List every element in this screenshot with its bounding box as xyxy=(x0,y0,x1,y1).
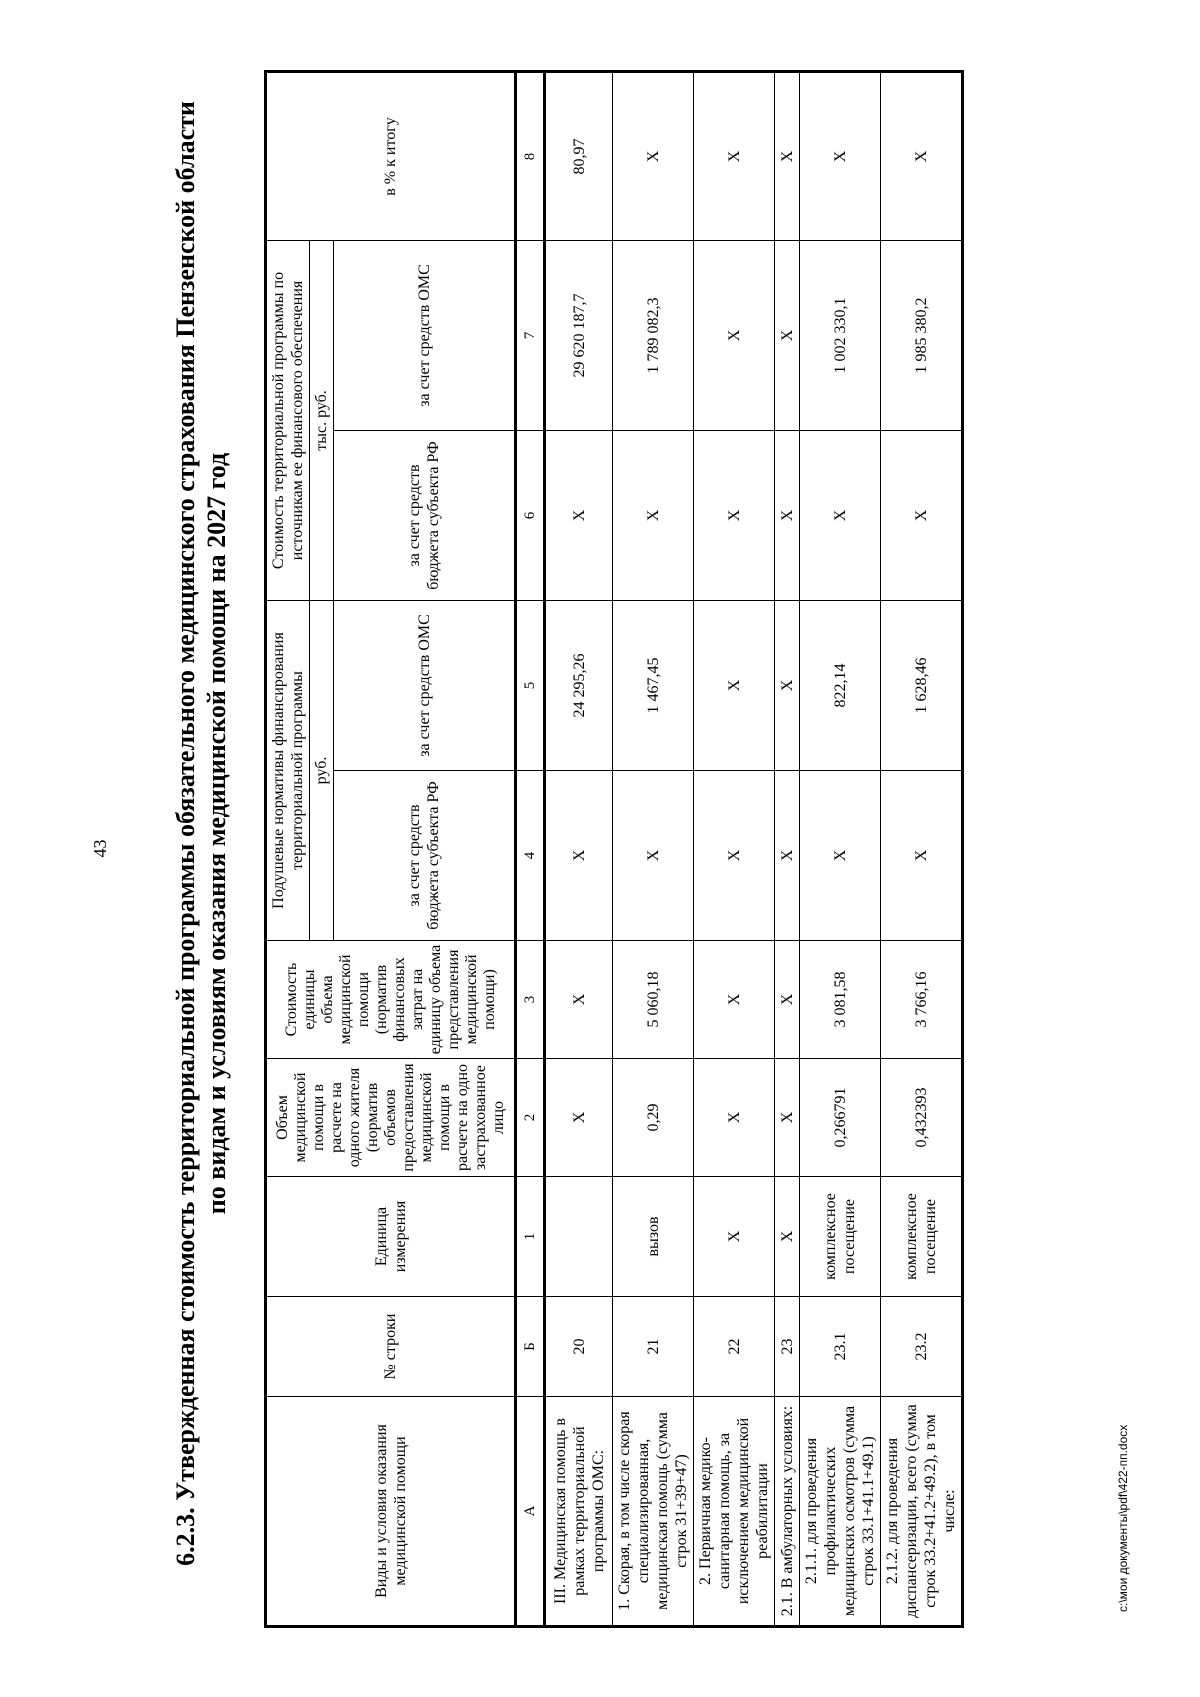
row-number: 22 xyxy=(694,1297,775,1397)
row-kind: III. Медицинская помощь в рамках территориальной программы ОМС: xyxy=(545,1397,613,1627)
row-budget-total: X xyxy=(545,430,613,600)
table-row xyxy=(694,71,775,1626)
column-number: 8 xyxy=(516,71,545,240)
header-volume: Объем медицинской помощи в расчете на одного жителя (норматив объемов предоставления медицинской помощи в расчете на одно застрахованное лицо xyxy=(266,1059,516,1177)
row-budget-per-capita: X xyxy=(775,771,800,941)
row-kind: 1. Скорая, в том числе скорая специализированная, медицинская помощь (сумма строк 31+39+47) xyxy=(613,1397,694,1627)
row-volume: 0,432393 xyxy=(881,1059,963,1177)
header-unit: Единица измерения xyxy=(266,1177,516,1297)
row-volume: 0,266791 xyxy=(800,1059,881,1177)
row-budget-total: X xyxy=(881,430,963,600)
row-oms-per-capita: 24 295,26 xyxy=(545,600,613,770)
row-oms-per-capita: 1 628,46 xyxy=(881,600,963,770)
row-number: 23.2 xyxy=(881,1297,963,1397)
row-cost-unit: X xyxy=(694,941,775,1059)
row-volume: X xyxy=(775,1059,800,1177)
header-total-unit: тыс. руб. xyxy=(310,240,334,600)
column-number: 3 xyxy=(516,941,545,1059)
row-oms-total: X xyxy=(775,240,800,430)
row-oms-per-capita: 822,14 xyxy=(800,600,881,770)
row-budget-total: X xyxy=(800,430,881,600)
header-budget-per-capita: за счет средств бюджета субъекта РФ xyxy=(334,771,516,941)
row-budget-total: X xyxy=(775,430,800,600)
column-number: 4 xyxy=(516,771,545,941)
header-cost-unit: Стоимость единицы объема медицинской помощи (норматив финансовых затрат на единицу объема представления медицинской помощи) xyxy=(266,941,516,1059)
table-row xyxy=(800,71,881,1626)
table-row xyxy=(881,71,963,1626)
row-kind: 2.1. В амбулаторных условиях: xyxy=(775,1397,800,1627)
row-oms-per-capita: 1 467,45 xyxy=(613,600,694,770)
row-number: 23 xyxy=(775,1297,800,1397)
row-pct: X xyxy=(881,71,963,240)
row-budget-per-capita: X xyxy=(800,771,881,941)
column-number: 6 xyxy=(516,430,545,600)
row-number: 23.1 xyxy=(800,1297,881,1397)
row-cost-unit: X xyxy=(545,941,613,1059)
row-oms-total: 29 620 187,7 xyxy=(545,240,613,430)
table-row xyxy=(775,71,800,1626)
column-number: А xyxy=(516,1397,545,1627)
row-volume: 0,29 xyxy=(613,1059,694,1177)
row-pct: X xyxy=(800,71,881,240)
header-pct: в % к итогу xyxy=(266,71,516,240)
row-unit: вызов xyxy=(613,1177,694,1297)
row-kind: 2. Первичная медико-санитарная помощь, за исключением медицинской реабилитации xyxy=(694,1397,775,1627)
row-unit: X xyxy=(694,1177,775,1297)
row-budget-total: X xyxy=(613,430,694,600)
row-oms-total: 1 789 082,3 xyxy=(613,240,694,430)
column-number: 5 xyxy=(516,600,545,770)
header-kinds: Виды и условия оказания медицинской помощи xyxy=(266,1397,516,1627)
table-row xyxy=(613,71,694,1626)
row-budget-per-capita: X xyxy=(613,771,694,941)
document-title: 6.2.3. Утвержденная стоимость территориальной программы обязательного медицинского страхования Пензенской области по видам и условиям оказания медицинской помощи на 2027 год xyxy=(171,101,231,1566)
row-kind: 2.1.2. для проведения диспансеризации, всего (сумма строк 33.2+41.2+49.2), в том числе: xyxy=(881,1397,963,1627)
row-budget-per-capita: X xyxy=(881,771,963,941)
row-pct: 80,97 xyxy=(545,71,613,240)
row-cost-unit: 3 766,16 xyxy=(881,941,963,1059)
row-pct: X xyxy=(613,71,694,240)
row-oms-per-capita: X xyxy=(694,600,775,770)
header-oms-per-capita: за счет средств ОМС xyxy=(334,600,516,770)
row-cost-unit: 5 060,18 xyxy=(613,941,694,1059)
row-cost-unit: X xyxy=(775,941,800,1059)
row-unit: X xyxy=(775,1177,800,1297)
row-oms-total: X xyxy=(694,240,775,430)
row-volume: X xyxy=(545,1059,613,1177)
row-budget-total: X xyxy=(694,430,775,600)
page-number: 43 xyxy=(90,839,110,858)
header-row-no: № строки xyxy=(266,1297,516,1397)
row-oms-per-capita: X xyxy=(775,600,800,770)
file-path-footer: c:\мои документы\pdf\422-пп.docx xyxy=(1116,1424,1130,1612)
row-oms-total: 1 985 380,2 xyxy=(881,240,963,430)
header-per-capita-unit: руб. xyxy=(310,600,334,940)
row-budget-per-capita: X xyxy=(545,771,613,941)
header-total-cost: Стоимость территориальной программы по источникам ее финансового обеспечения xyxy=(266,240,310,600)
row-volume: X xyxy=(694,1059,775,1177)
header-per-capita: Подушевые нормативы финансирования территориальной программы xyxy=(266,600,310,940)
column-number: 1 xyxy=(516,1177,545,1297)
column-number: 7 xyxy=(516,240,545,430)
row-number: 21 xyxy=(613,1297,694,1397)
column-number: Б xyxy=(516,1297,545,1397)
row-unit: комплексное посещение xyxy=(881,1177,963,1297)
row-pct: X xyxy=(694,71,775,240)
table-row xyxy=(545,71,613,1626)
row-cost-unit: 3 081,58 xyxy=(800,941,881,1059)
row-number: 20 xyxy=(545,1297,613,1397)
header-oms-total: за счет средств ОМС xyxy=(334,240,516,430)
column-number: 2 xyxy=(516,1059,545,1177)
row-unit xyxy=(545,1177,613,1297)
header-budget-total: за счет средств бюджета субъекта РФ xyxy=(334,430,516,600)
row-unit: комплексное посещение xyxy=(800,1177,881,1297)
row-oms-total: 1 002 330,1 xyxy=(800,240,881,430)
cost-table xyxy=(264,70,964,1628)
row-budget-per-capita: X xyxy=(694,771,775,941)
column-number-row xyxy=(516,71,545,1626)
row-kind: 2.1.1. для проведения профилактических медицинских осмотров (сумма строк 33.1+41.1+49.1) xyxy=(800,1397,881,1627)
row-pct: X xyxy=(775,71,800,240)
